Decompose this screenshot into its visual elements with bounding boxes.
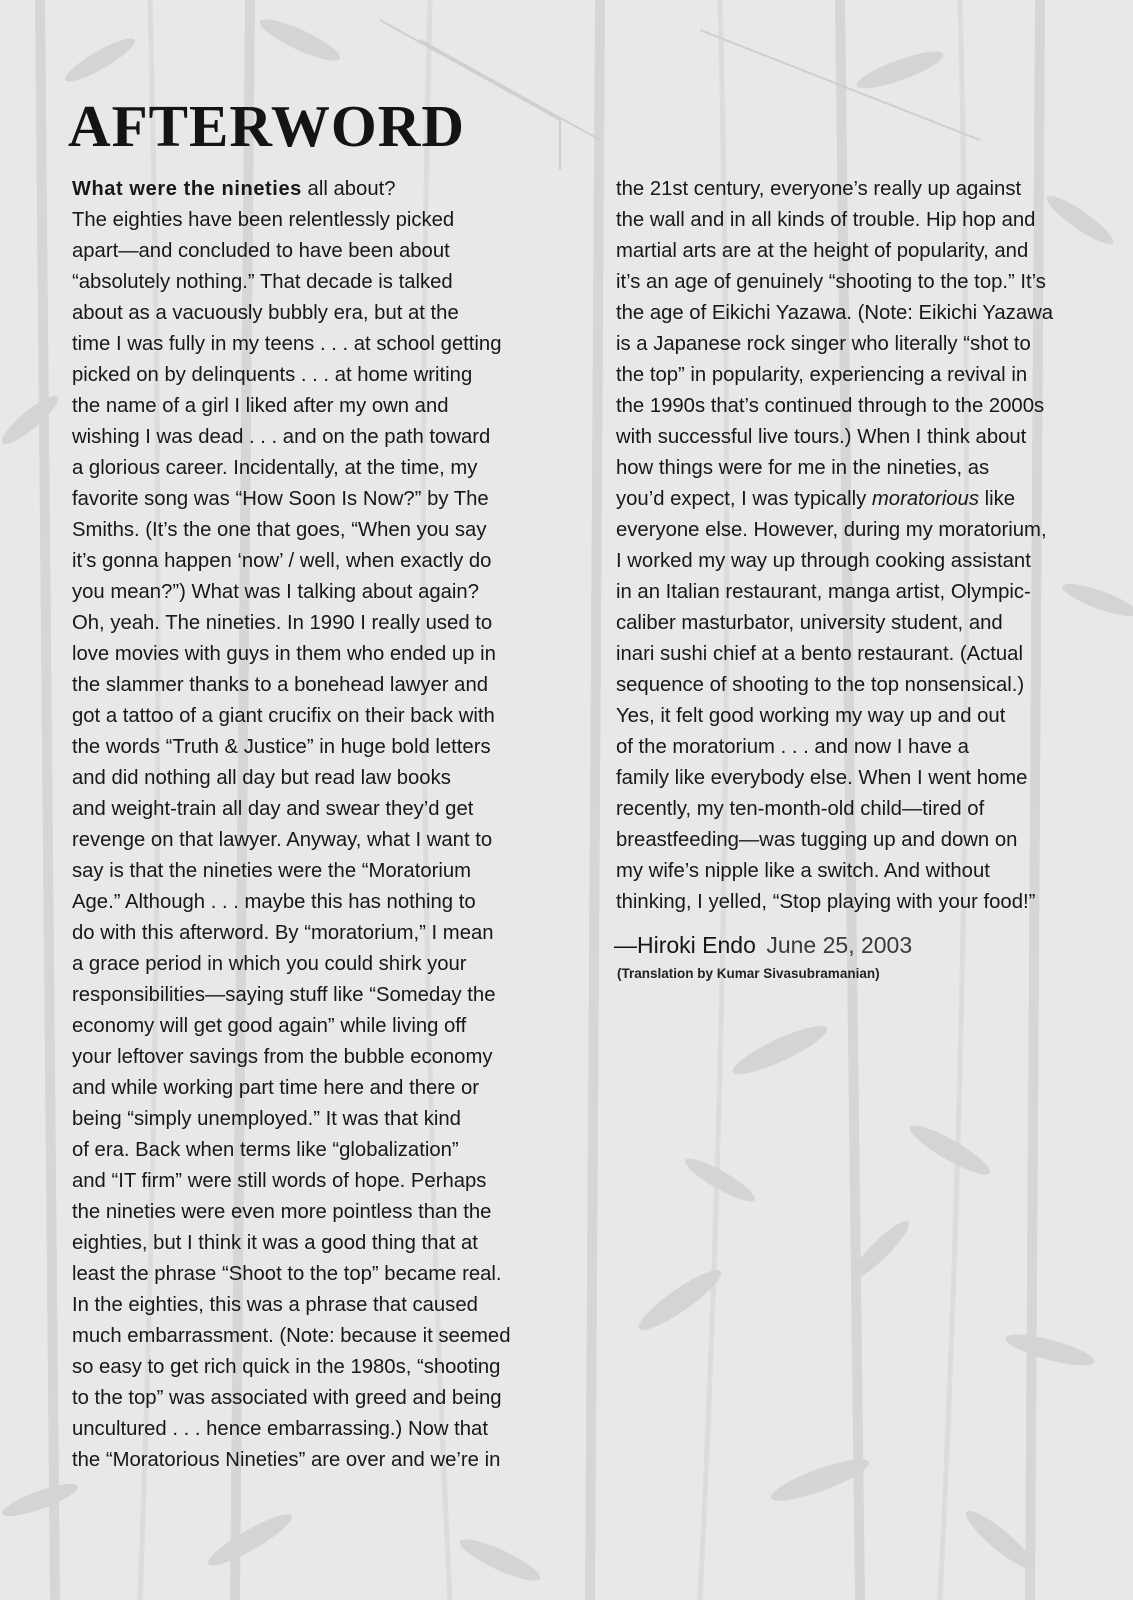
body-line: picked on by delinquents . . . at home writing (72, 364, 473, 386)
body-line: being “simply unemployed.” It was that kind (72, 1108, 461, 1130)
body-line: the 21st century, everyone’s really up against (616, 178, 1022, 200)
body-line: recently, my ten-month-old child—tired of (616, 798, 985, 820)
body-line: least the phrase “Shoot to the top” became real. (72, 1263, 502, 1285)
body-line: of era. Back when terms like “globalization” (72, 1139, 459, 1161)
body-line: uncultured . . . hence embarrassing.) Now that (72, 1418, 488, 1440)
body-line: your leftover savings from the bubble economy (72, 1046, 493, 1068)
body-line: Yes, it felt good working my way up and out (616, 705, 1006, 727)
body-line: responsibilities—saying stuff like “Someday the (72, 984, 496, 1006)
body-line: you mean?”) What was I talking about again? (72, 581, 479, 603)
body-line: the name of a girl I liked after my own and (72, 395, 449, 417)
body-line: breastfeeding—was tugging up and down on (616, 829, 1018, 851)
body-line: the wall and in all kinds of trouble. Hip hop and (616, 209, 1036, 231)
body-line: so easy to get rich quick in the 1980s, “shooting (72, 1356, 501, 1378)
body-line: economy will get good again” while living off (72, 1015, 467, 1037)
body-line: how things were for me in the nineties, as (616, 457, 990, 479)
body-text: you’d expect, I was typically (616, 488, 872, 510)
body-line: thinking, I yelled, “Stop playing with your food!” (616, 891, 1036, 913)
body-line: Age.” Although . . . maybe this has nothing to (72, 891, 476, 913)
body-line: revenge on that lawyer. Anyway, what I want to (72, 829, 493, 851)
body-line: martial arts are at the height of popularity, and (616, 240, 1029, 262)
page-title: AFTERWORD (68, 93, 465, 159)
body-line: the age of Eikichi Yazawa. (Note: Eikichi Yazawa (616, 302, 1054, 324)
body-line: the words “Truth & Justice” in huge bold letters (72, 736, 491, 758)
body-line: a glorious career. Incidentally, at the time, my (72, 457, 478, 479)
body-line: is a Japanese rock singer who literally “shot to (616, 333, 1031, 355)
body-line: to the top” was associated with greed and being (72, 1387, 502, 1409)
body-line: much embarrassment. (Note: because it seemed (72, 1325, 511, 1347)
author-name: —Hiroki Endo (614, 932, 756, 958)
body-line: “absolutely nothing.” That decade is talked (72, 271, 453, 293)
right-column (616, 174, 1126, 918)
body-line: the “Moratorious Nineties” are over and we’re in (72, 1449, 501, 1471)
body-line: a grace period in which you could shirk your (72, 953, 467, 975)
body-line: the top” in popularity, experiencing a revival in (616, 364, 1028, 386)
signature-date: June 25, 2003 (766, 932, 913, 958)
body-line: the nineties were even more pointless than the (72, 1201, 492, 1223)
body-line: do with this afterword. By “moratorium,” I mean (72, 922, 494, 944)
body-line: and while working part time here and there or (72, 1077, 479, 1099)
body-line: it’s an age of genuinely “shooting to the top.” It’s (616, 271, 1046, 293)
body-line: it’s gonna happen ‘now’ / well, when exactly do (72, 550, 492, 572)
left-column (72, 174, 582, 1476)
body-line: In the eighties, this was a phrase that caused (72, 1294, 478, 1316)
italic-word: moratorious (871, 488, 979, 510)
body-line: family like everybody else. When I went home (616, 767, 1028, 789)
body-line: with successful live tours.) When I think about (616, 426, 1027, 448)
body-line: everyone else. However, during my moratorium, (616, 519, 1047, 541)
lead-in-bold: What were the nineties (72, 178, 302, 200)
body-line: Smiths. (It’s the one that goes, “When you say (72, 519, 487, 541)
body-line: sequence of shooting to the top nonsensical.) (616, 674, 1025, 696)
body-line: The eighties have been relentlessly picked (72, 209, 455, 231)
body-line: of the moratorium . . . and now I have a (616, 736, 969, 758)
body-line: and weight-train all day and swear they’d get (72, 798, 474, 820)
lead-in-rest: all about? (301, 178, 396, 200)
body-text: like (978, 488, 1016, 510)
body-line: the slammer thanks to a bonehead lawyer and (72, 674, 489, 696)
body-line: eighties, but I think it was a good thing that at (72, 1232, 478, 1254)
body-line: got a tattoo of a giant crucifix on their back with (72, 705, 495, 727)
right-column-part-b (616, 515, 1126, 918)
body-line: love movies with guys in them who ended up in (72, 643, 496, 665)
opening-line (72, 174, 582, 205)
body-line: my wife’s nipple like a switch. And without (616, 860, 990, 882)
right-column-part-a (616, 174, 1126, 484)
body-line: wishing I was dead . . . and on the path toward (72, 426, 491, 448)
body-line: time I was fully in my teens . . . at school getting (72, 333, 502, 355)
body-line: apart—and concluded to have been about (72, 240, 450, 262)
body-line: favorite song was “How Soon Is Now?” by The (72, 488, 489, 510)
body-line: in an Italian restaurant, manga artist, Olympic- (616, 581, 1031, 603)
body-line (616, 484, 1126, 515)
body-line: and did nothing all day but read law books (72, 767, 451, 789)
body-line: about as a vacuously bubbly era, but at the (72, 302, 459, 324)
body-line: inari sushi chief at a bento restaurant. (Actual (616, 643, 1023, 665)
body-line: say is that the nineties were the “Moratorium (72, 860, 472, 882)
translation-credit: (Translation by Kumar Sivasubramanian) (617, 966, 880, 981)
body-line: the 1990s that’s continued through to the 2000s (616, 395, 1045, 417)
body-line: caliber masturbator, university student, and (616, 612, 1003, 634)
body-line: I worked my way up through cooking assistant (616, 550, 1031, 572)
body-line: and “IT firm” were still words of hope. Perhaps (72, 1170, 487, 1192)
signature (614, 932, 912, 959)
body-line: Oh, yeah. The nineties. In 1990 I really used to (72, 612, 493, 634)
